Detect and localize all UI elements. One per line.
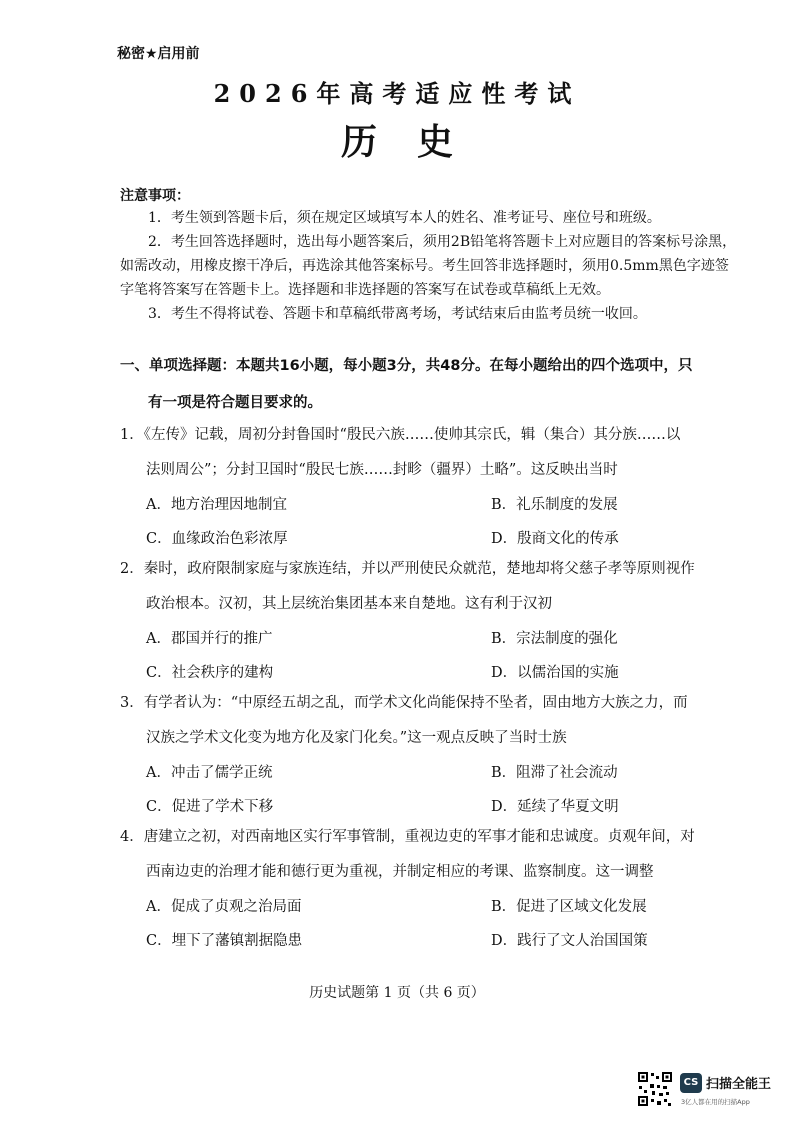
options — [120, 488, 750, 556]
notice-item-3: 3．考生不得将试卷、答题卡和草稿纸带离考场，考试结束后由监考员统一收回。 — [148, 306, 647, 322]
option-d[interactable]: D．殷商文化的传承 — [491, 531, 619, 547]
camscanner-name: 扫描全能王 — [706, 1077, 772, 1092]
question-stem-line1: 有学者认为：“中原经五胡之乱，而学术文化尚能保持不坠者，固由地方大族之力，而 — [143, 695, 688, 711]
question-number: 2． — [120, 561, 144, 577]
options — [120, 890, 750, 958]
page-footer: 历史试题第 1 页（共 6 页） — [309, 985, 485, 1001]
question-number: 3． — [120, 695, 144, 711]
question-1 — [120, 418, 750, 556]
question-2 — [120, 552, 750, 690]
exam-title: 2026年高考适应性考试 — [213, 79, 581, 108]
question-stem — [120, 820, 750, 890]
question-stem-line1: 秦时，政府限制家庭与家族连结，并以严刑使民众就范，楚地却将父慈子孝等原则视作 — [143, 561, 695, 577]
section-heading — [120, 348, 745, 422]
question-stem-line2: 政治根本。汉初，其上层统治集团基本来自楚地。这有利于汉初 — [146, 596, 552, 612]
option-b[interactable]: B．礼乐制度的发展 — [491, 497, 618, 513]
options — [120, 756, 750, 824]
question-stem — [120, 686, 750, 756]
camscanner-logo: CS — [680, 1073, 702, 1093]
option-b[interactable]: B．宗法制度的强化 — [491, 631, 618, 647]
question-number: 1． — [120, 427, 144, 443]
option-d[interactable]: D．以儒治国的实施 — [491, 665, 619, 681]
option-d[interactable]: D．延续了华夏文明 — [491, 799, 619, 815]
option-d[interactable]: D．践行了文人治国国策 — [491, 933, 648, 949]
question-4 — [120, 820, 750, 958]
section-heading-line2: 有一项是符合题目要求的。 — [148, 395, 322, 411]
option-a[interactable]: A．促成了贞观之治局面 — [146, 899, 302, 915]
question-3 — [120, 686, 750, 824]
question-number: 4． — [120, 829, 144, 845]
question-stem — [120, 418, 750, 488]
option-c[interactable]: C．促进了学术下移 — [146, 799, 274, 815]
question-stem-line2: 汉族之学术文化变为地方化及家门化矣。”这一观点反映了当时士族 — [146, 730, 567, 746]
question-stem-line2: 法则周公”；分封卫国时“殷民七族……封畛（疆界）土略”。这反映出当时 — [146, 462, 618, 478]
option-c[interactable]: C．埋下了藩镇割据隐患 — [146, 933, 303, 949]
subject-title: 历史 — [340, 121, 493, 163]
option-b[interactable]: B．阻滞了社会流动 — [491, 765, 618, 781]
notice-list — [120, 206, 740, 326]
notice-heading: 注意事项： — [120, 188, 190, 204]
option-a[interactable]: A．冲击了儒学正统 — [146, 765, 273, 781]
camscanner-tagline: 3亿人都在用的扫描App — [681, 1098, 750, 1106]
option-b[interactable]: B．促进了区域文化发展 — [491, 899, 647, 915]
question-stem — [120, 552, 750, 622]
confidential-label: 秘密★启用前 — [117, 46, 200, 62]
options — [120, 622, 750, 690]
option-c[interactable]: C．社会秩序的建构 — [146, 665, 274, 681]
question-stem-line1: 《左传》记载，周初分封鲁国时“殷民六族……使帅其宗氏，辑（集合）其分族……以 — [143, 427, 681, 443]
notice-item-1: 1．考生领到答题卡后，须在规定区域填写本人的姓名、准考证号、座位号和班级。 — [148, 210, 661, 226]
option-a[interactable]: A．地方治理因地制宜 — [146, 497, 287, 513]
notice-item-2: 2．考生回答选择题时，选出每小题答案后，须用2B铅笔将答题卡上对应题目的答案标号涂黑，如需改动，用橡皮擦干净后，再选涂其他答案标号。考生回答非选择题时，须用0.5mm黑色字迹签字笔将答案写在答题卡上。选择题和非选择题的答案写在试卷或草稿纸上无效。 — [120, 234, 737, 298]
qr-code-icon — [637, 1071, 673, 1107]
section-heading-line1: 一、单项选择题：本题共16小题，每小题3分，共48分。在每小题给出的四个选项中，只 — [120, 358, 693, 374]
question-stem-line2: 西南边吏的治理才能和德行更为重视，并制定相应的考课、监察制度。这一调整 — [146, 864, 654, 880]
option-a[interactable]: A．郡国并行的推广 — [146, 631, 273, 647]
option-c[interactable]: C．血缘政治色彩浓厚 — [146, 531, 288, 547]
question-stem-line1: 唐建立之初，对西南地区实行军事管制，重视边吏的军事才能和忠诚度。贞观年间，对 — [143, 829, 695, 845]
